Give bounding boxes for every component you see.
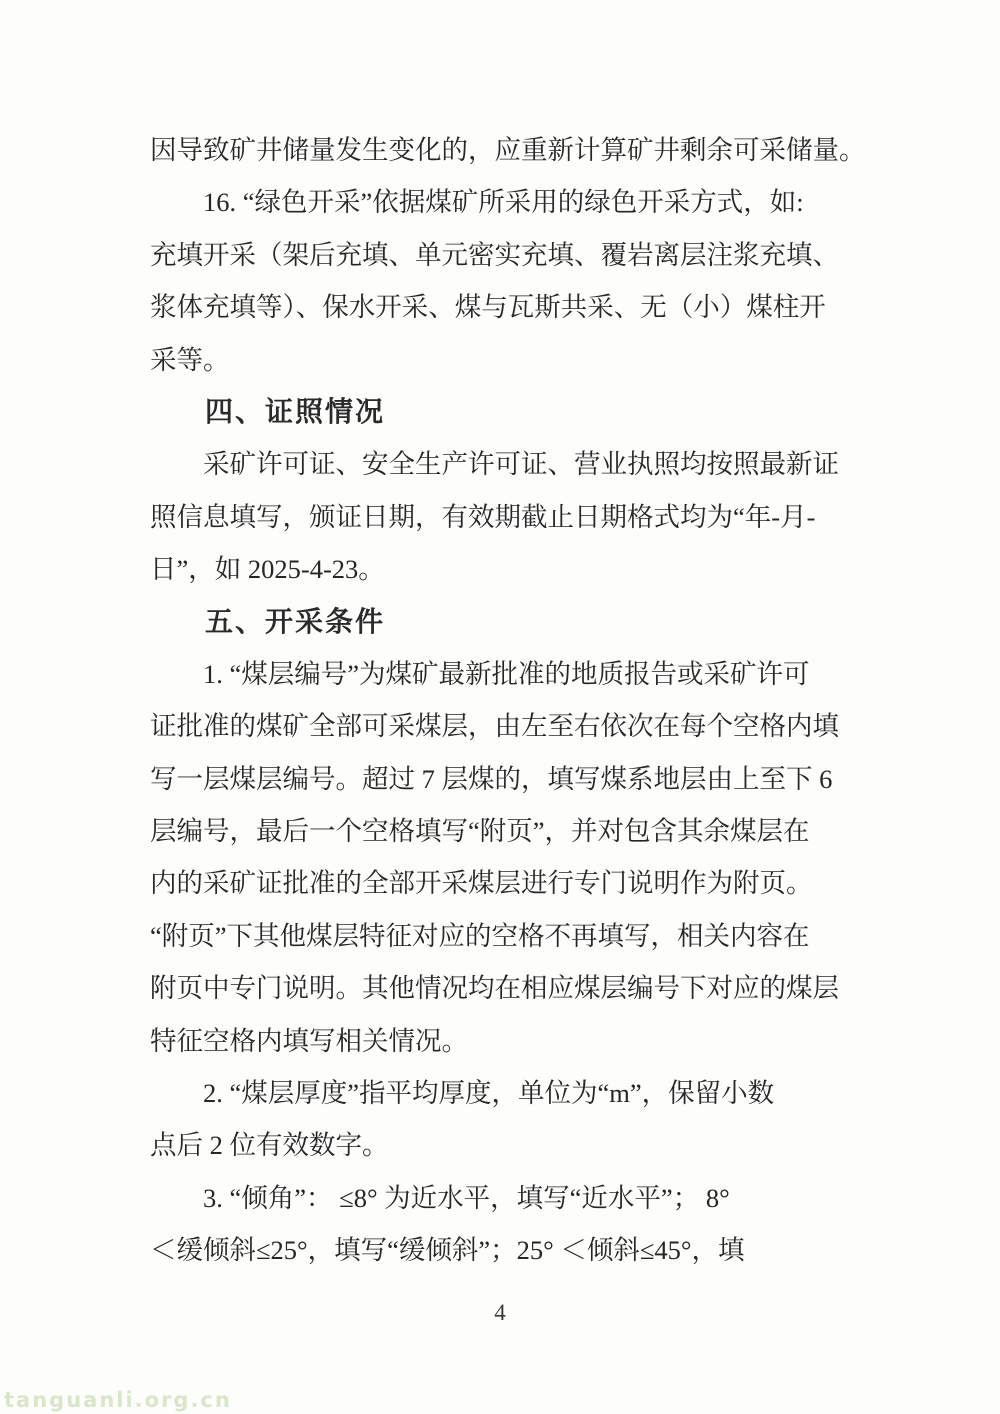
text-line: 层编号，最后一个空格填写“附页”，并对包含其余煤层在 [150, 816, 810, 847]
text-line: 日”，如 2025-4-23。 [150, 554, 385, 585]
page-number: 4 [494, 1300, 506, 1325]
text-line: 因导致矿井储量发生变化的，应重新计算矿井剩余可采储量。 [150, 135, 866, 165]
text-line: 证批准的煤矿全部可采煤层，由左至右依次在每个空格内填 [150, 711, 839, 742]
text-line: ＜缓倾斜≤25°，填写“缓倾斜”；25° ＜倾斜≤45°，填 [150, 1235, 745, 1266]
text-line: 附页中专门说明。其他情况均在相应煤层编号下对应的煤层 [150, 973, 839, 1004]
text-line: 特征空格内填写相关情况。 [150, 1025, 468, 1056]
text-line: 充填开采（架后充填、单元密实充填、覆岩离层注浆充填、 [150, 239, 839, 270]
text-line: 2. “煤层厚度”指平均厚度，单位为“m”，保留小数 [203, 1078, 775, 1109]
text-line: 采矿许可证、安全生产许可证、营业执照均按照最新证 [203, 449, 839, 480]
text-line: 采等。 [150, 344, 230, 375]
section-heading: 五、开采条件 [205, 605, 386, 637]
text-line: 浆体充填等）、保水开采、煤与瓦斯共采、无（小）煤柱开 [150, 292, 826, 323]
text-line: 内的采矿证批准的全部开采煤层进行专门说明作为附页。 [150, 868, 813, 899]
watermark: tanguanli.org.cn [4, 1388, 232, 1412]
text-line: 1. “煤层编号”为煤矿最新批准的地质报告或采矿许可 [203, 658, 810, 689]
text-line: 照信息填写，颁证日期，有效期截止日期格式均为“年-月- [150, 501, 816, 532]
text-line: 写一层煤层编号。超过 7 层煤的，填写煤系地层由上至下 6 [150, 763, 833, 794]
section-heading: 四、证照情况 [205, 395, 386, 427]
text-line: “附页”下其他煤层特征对应的空格不再填写，相关内容在 [150, 920, 810, 951]
text-line: 点后 2 位有效数字。 [150, 1130, 389, 1161]
text-line: 3. “倾角”： ≤8° 为近水平，填写“近水平”； 8° [203, 1182, 730, 1213]
document-text [150, 124, 870, 1277]
text-line: 16. “绿色开采”依据煤矿所采用的绿色开采方式，如: [203, 187, 804, 218]
